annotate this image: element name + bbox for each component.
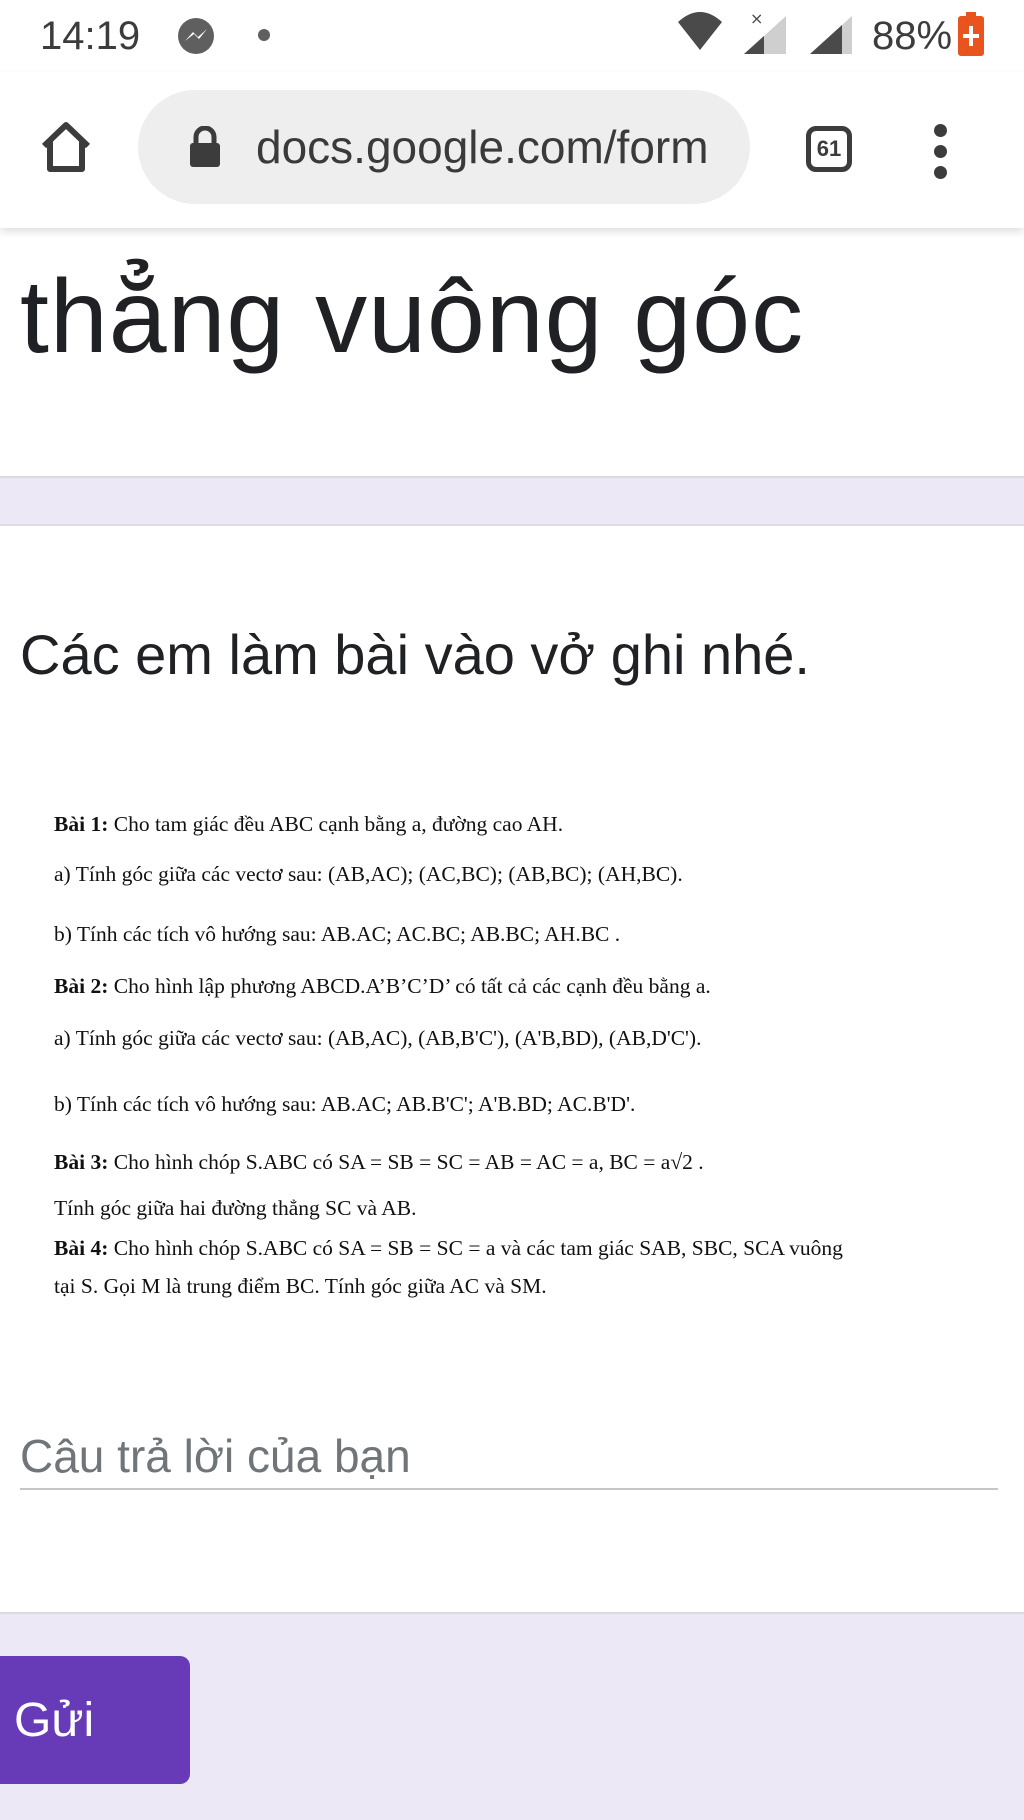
signal-icon: [808, 14, 854, 56]
submit-button[interactable]: Gửi: [0, 1656, 190, 1784]
status-time: 14:19: [40, 14, 141, 58]
wifi-icon: [676, 10, 724, 54]
answer-input[interactable]: [20, 1424, 998, 1490]
problem-line: Bài 4: Cho hình chóp S.ABC có SA = SB = SC = a và các tam giác SAB, SBC, SCA vuông: [54, 1236, 843, 1260]
form-header-card: [0, 228, 1024, 478]
url-text: docs.google.com/form: [256, 121, 709, 173]
battery-icon: [958, 12, 984, 56]
problem-line: Bài 2: Cho hình lập phương ABCD.A’B’C’D’ có tất cả các cạnh đều bằng a.: [54, 974, 711, 998]
tab-count: 61: [816, 136, 842, 161]
status-bar: [0, 0, 1024, 72]
question-title: Các em làm bài vào vở ghi nhé.: [20, 623, 810, 686]
question-card: [0, 524, 1024, 1614]
messenger-icon: [176, 16, 216, 56]
battery-percent: 88%: [872, 14, 953, 58]
overflow-menu-icon[interactable]: [934, 124, 948, 187]
problem-line: Bài 3: Cho hình chóp S.ABC có SA = SB = SC = AB = AC = a, BC = a√2 .: [54, 1150, 704, 1174]
browser-toolbar: [0, 72, 1024, 228]
problem-line: tại S. Gọi M là trung điểm BC. Tính góc giữa AC và SM.: [54, 1274, 547, 1298]
form-title: thẳng vuông góc: [20, 259, 805, 375]
signal-icon: [742, 10, 790, 56]
address-bar[interactable]: [138, 90, 750, 204]
svg-text:×: ×: [750, 10, 764, 28]
problem-line: b) Tính các tích vô hướng sau: AB.AC; AC.BC; AB.BC; AH.BC .: [54, 922, 621, 946]
tab-switcher-button[interactable]: [806, 126, 852, 172]
notification-dot: [258, 29, 270, 41]
problem-line: a) Tính góc giữa các vectơ sau: (AB,AC), (AB,B'C'), (A'B,BD), (AB,D'C').: [54, 1026, 702, 1050]
lock-icon: [188, 126, 222, 168]
home-icon[interactable]: [38, 120, 94, 174]
problem-line: Tính góc giữa hai đường thẳng SC và AB.: [54, 1196, 417, 1220]
problem-line: b) Tính các tích vô hướng sau: AB.AC; AB.B'C'; A'B.BD; AC.B'D'.: [54, 1092, 636, 1116]
problem-line: a) Tính góc giữa các vectơ sau: (AB,AC); (AC,BC); (AB,BC); (AH,BC).: [54, 862, 683, 886]
problem-line: Bài 1: Cho tam giác đều ABC cạnh bằng a, đường cao AH.: [54, 812, 564, 836]
